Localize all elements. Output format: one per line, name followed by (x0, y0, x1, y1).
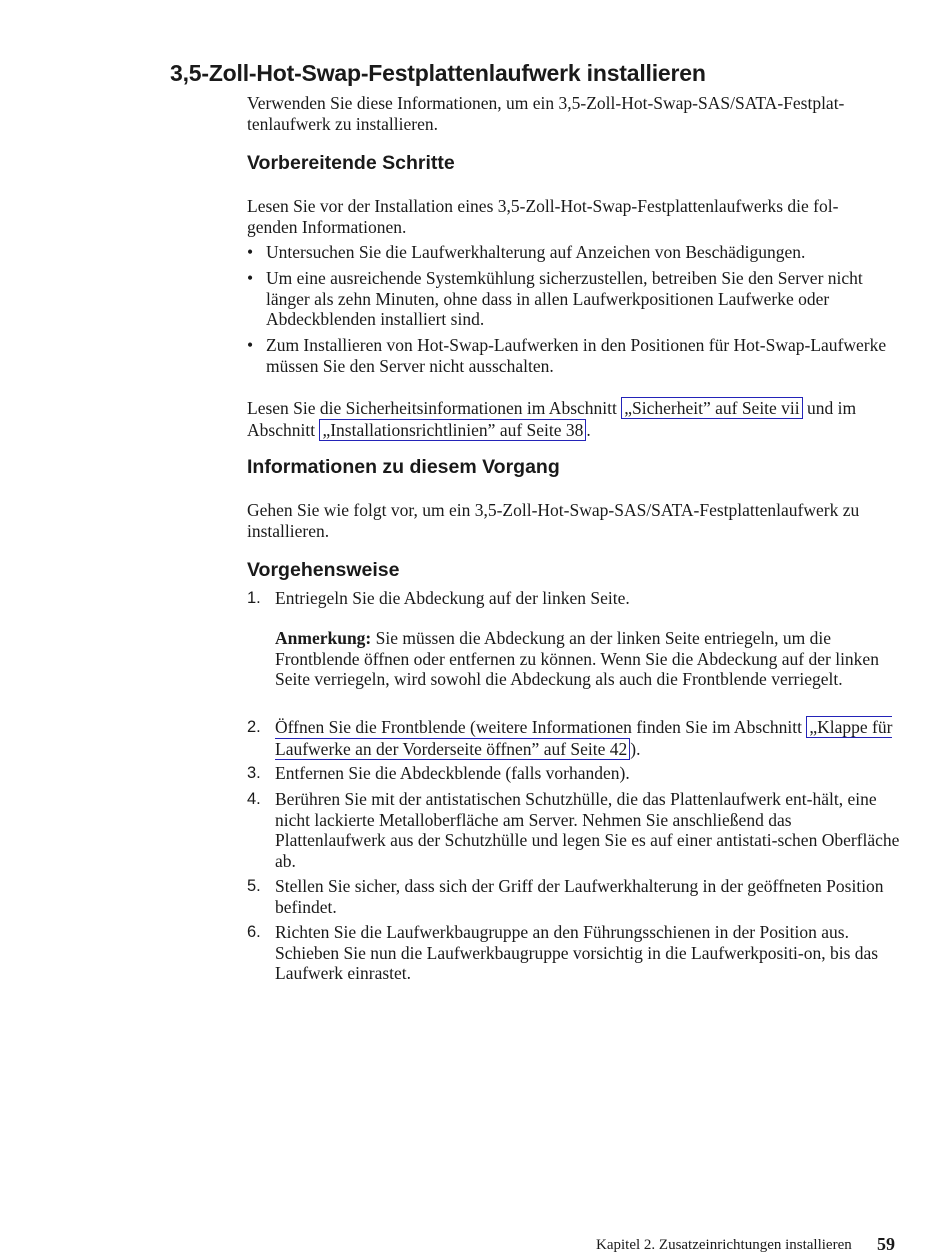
link-klappe-laufwerke[interactable]: „Klappe für Laufwerke an der Vorderseite öffnen” auf Seite 42 (275, 717, 893, 759)
link-installationsrichtlinien[interactable]: „Installationsrichtlinien” auf Seite 38 (319, 419, 586, 441)
bullet-item: • Untersuchen Sie die Laufwerkhalterung auf Anzeichen von Beschädigungen. (247, 242, 806, 262)
step-note (247, 628, 902, 690)
note-text: Sie müssen die Abdeckung an der linken Seite entriegeln, um die Frontblende öffnen oder entfernen zu können. Wenn Sie die Abdeckung auf der linken Seite verriegeln, wird sowohl die Abdeckung als auch die Frontblende verriegelt. (275, 628, 879, 689)
bullet-icon: • (247, 268, 254, 288)
heading-procedure: Vorgehensweise (247, 559, 400, 581)
step-item: 1. Entriegeln Sie die Abdeckung auf der linken Seite. (247, 588, 630, 608)
heading-prep: Vorbereitende Schritte (247, 152, 455, 174)
bullet-item: • Zum Installieren von Hot-Swap-Laufwerken in den Positionen für Hot-Swap-Laufwerke müssen Sie den Server nicht ausschalten. (247, 335, 887, 376)
step-item: 3. Entfernen Sie die Abdeckblende (falls vorhanden). (247, 763, 630, 783)
info-paragraph: Gehen Sie wie folgt vor, um ein 3,5-Zoll-Hot-Swap-SAS/SATA-Festplattenlaufwerk zu installieren. (247, 500, 860, 541)
heading-info: Informationen zu diesem Vorgang (247, 456, 560, 478)
step-item: 4. Berühren Sie mit der antistatischen Schutzhülle, die das Plattenlaufwerk ent-hält, eine nicht lackierte Metalloberfläche am Server. Nehmen Sie anschließend das Plattenlaufwerk aus der Schutzhülle und legen Sie es auf einer antistati-schen Oberfläche ab. (247, 789, 900, 871)
link-sicherheit[interactable]: „Sicherheit” auf Seite vii (621, 397, 802, 419)
footer-chapter: Kapitel 2. Zusatzeinrichtungen installieren (596, 1237, 852, 1253)
prep-lead: Lesen Sie vor der Installation eines 3,5-Zoll-Hot-Swap-Festplattenlaufwerks die fol- genden Informationen. (247, 196, 839, 237)
intro-paragraph: Verwenden Sie diese Informationen, um ein 3,5-Zoll-Hot-Swap-SAS/SATA-Festplat- tenlaufwerk zu installieren. (247, 93, 845, 134)
step-item: 2. Öffnen Sie die Frontblende (weitere Informationen finden Sie im Abschnitt „Klappe für Laufwerke an der Vorderseite öffnen” auf Seite 42 ). (247, 717, 893, 759)
page-number: 59 (877, 1234, 895, 1254)
page-title: 3,5-Zoll-Hot-Swap-Festplattenlaufwerk installieren (170, 60, 706, 86)
step-item: 5. Stellen Sie sicher, dass sich der Griff der Laufwerkhalterung in der geöffneten Position befindet. (247, 876, 884, 917)
bullet-item: • Um eine ausreichende Systemkühlung sicherzustellen, betreiben Sie den Server nicht länger als zehn Minuten, ohne dass in allen Laufwerkpositionen Laufwerke oder Abdeckblenden installiert sind. (247, 268, 863, 329)
step-item: 6. Richten Sie die Laufwerkbaugruppe an den Führungsschienen in der Position aus. Schieben Sie nun die Laufwerkbaugruppe vorsichtig in die Laufwerkpositi-on, bis das Laufwerk einrastet. (247, 922, 879, 983)
bullet-icon: • (247, 242, 254, 262)
note-label: Anmerkung: (275, 628, 372, 648)
safety-paragraph: Lesen Sie die Sicherheitsinformationen im Abschnitt „Sicherheit” auf Seite vii und im Abschnitt „Installationsrichtlinien” auf Seite 38 . (247, 398, 857, 440)
bullet-icon: • (247, 335, 254, 355)
